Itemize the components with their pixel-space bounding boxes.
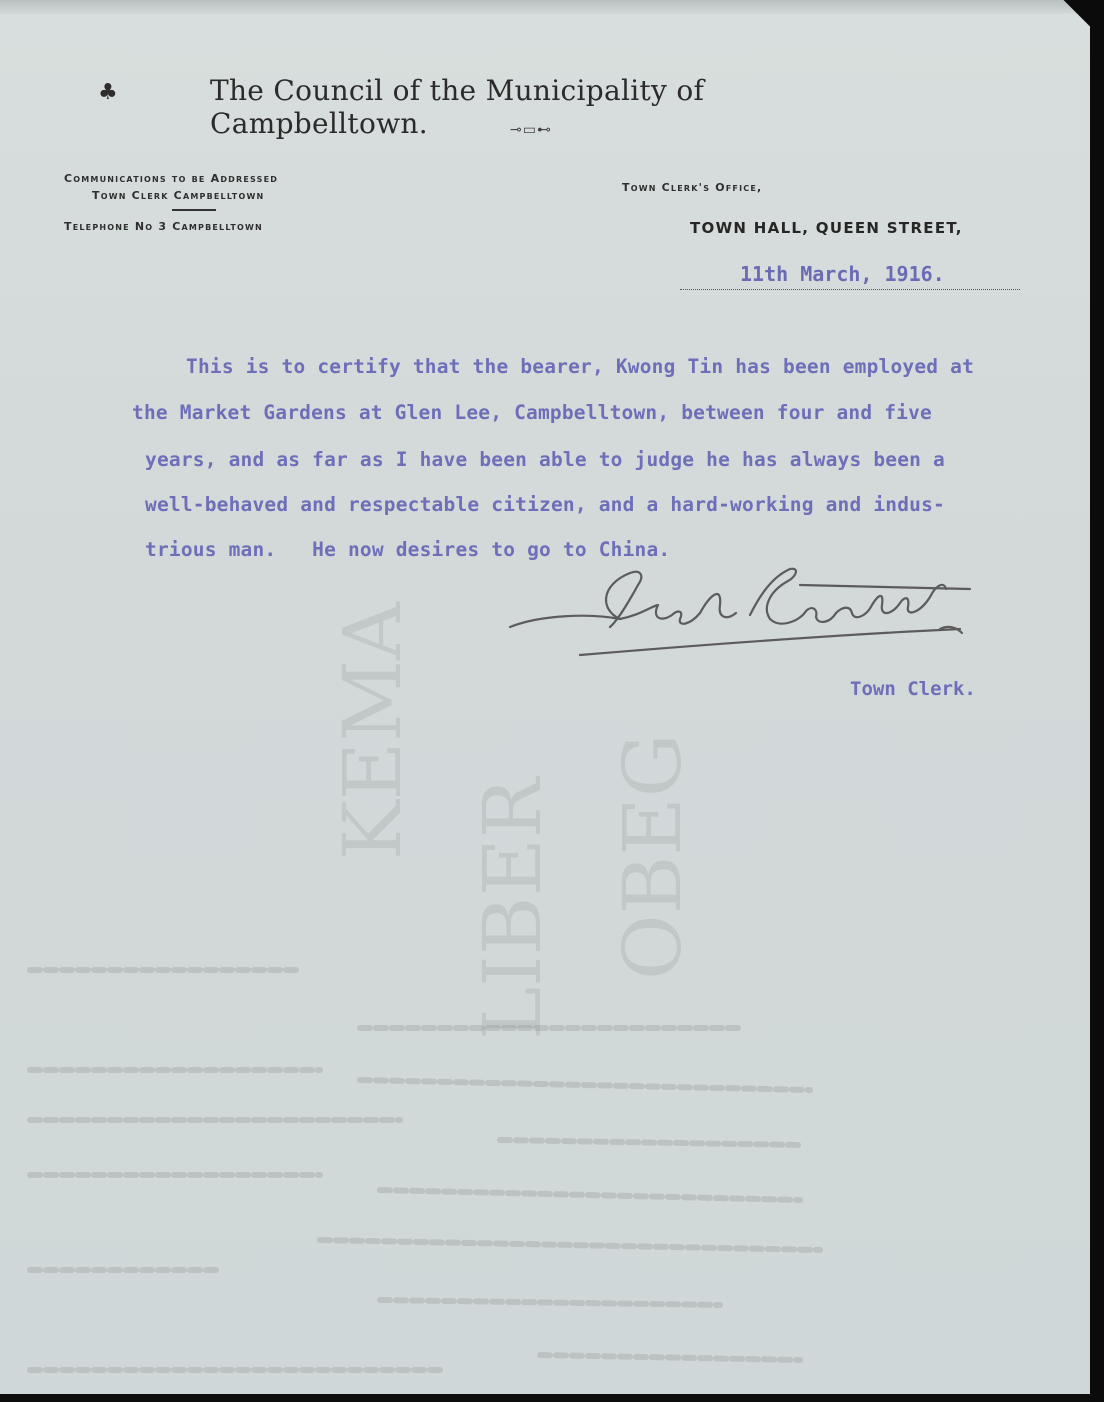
svg-text:KEMA: KEMA (326, 602, 419, 860)
communications-notice: Communications to be Addressed (64, 172, 279, 185)
scan-edge-right (1090, 0, 1104, 1402)
letter-date: 11th March, 1916. (740, 262, 945, 286)
svg-text:OBEG: OBEG (606, 733, 699, 980)
body-line-5: trious man. He now desires to go to China. (145, 538, 671, 561)
body-line-2: the Market Gardens at Glen Lee, Campbelltown, between four and five (132, 401, 932, 424)
office-address: TOWN HALL, QUEEN STREET, (690, 219, 963, 237)
handwritten-signature (500, 555, 980, 675)
body-line-4: well-behaved and respectable citizen, and a hard-working and indus- (145, 493, 945, 516)
top-fold-shadow (0, 0, 1090, 14)
office-name: Town Clerk's Office, (622, 181, 763, 194)
divider (172, 209, 216, 211)
scan-corner (1044, 0, 1104, 40)
date-dotted-line (680, 289, 1020, 290)
body-line-1: This is to certify that the bearer, Kwong Tin has been employed at (186, 355, 975, 378)
closing-title: Town Clerk. (850, 678, 976, 700)
body-line-3: years, and as far as I have been able to judge he has always been a (145, 448, 945, 471)
bleed-through-text (20, 940, 840, 1390)
council-crest-icon: ♣ (98, 80, 118, 105)
communications-addressee: Town Clerk Campbelltown (92, 189, 265, 202)
svg-text:LIBER: LIBER (466, 777, 559, 1040)
ornament-icon: ⊸▭⊷ (510, 122, 552, 138)
telephone-line: Telephone No 3 Campbelltown (64, 220, 263, 233)
letterhead-title: The Council of the Municipality of Campbelltown. (210, 74, 705, 140)
